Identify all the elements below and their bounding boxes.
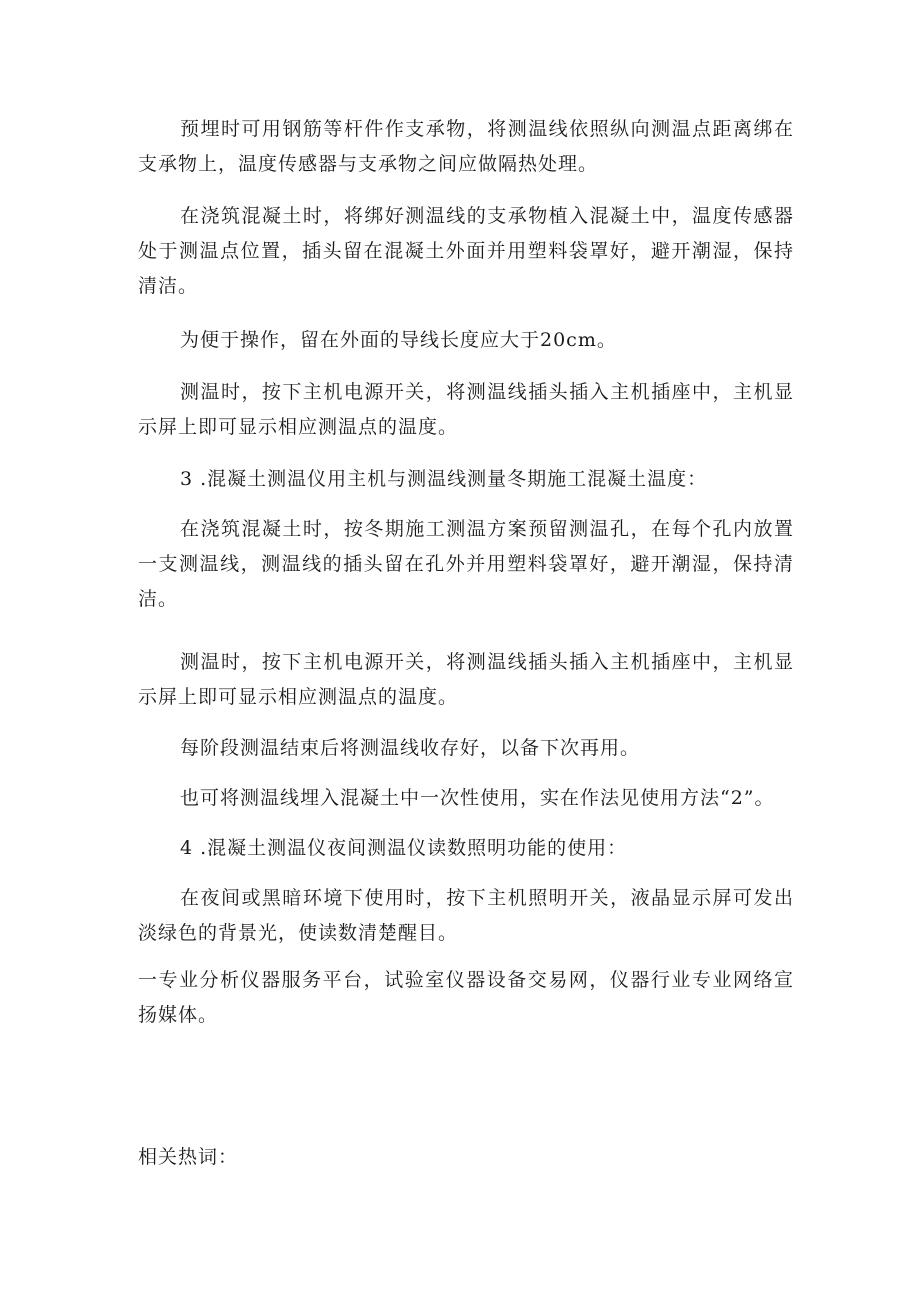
paragraph-night-light: 在夜间或黑暗环境下使用时，按下主机照明开关，液晶显示屏可发出淡绿色的背景光，使读数清楚醒目。 (138, 887, 794, 944)
paragraph-winter-holes: 在浇筑混凝土时，按冬期施工测温方案预留测温孔，在每个孔内放置一支测温线，测温线的插头留在孔外并用塑料袋罩好，避开潮湿，保持清洁。 (138, 518, 794, 610)
paragraph-platform-note: 一专业分析仪器服务平台，试验室仪器设备交易网，仪器行业专业网络宣扬媒体。 (138, 969, 794, 1026)
section-heading-3: 3 .混凝土测温仪用主机与测温线测量冬期施工混凝土温度： (180, 468, 708, 490)
paragraph-wire-length: 为便于操作，留在外面的导线长度应大于20cm。 (180, 329, 617, 351)
section-heading-4: 4 .混凝土测温仪夜间测温仪读数照明功能的使用： (180, 837, 628, 859)
paragraph-measure-display: 测温时，按下主机电源开关，将测温线插头插入主机插座中，主机显示屏上即可显示相应测温点的温度。 (138, 381, 794, 438)
paragraph-support-prep: 预埋时可用钢筋等杆件作支承物，将测温线依照纵向测温点距离绑在支承物上，温度传感器与支承物之间应做隔热处理。 (138, 118, 794, 175)
paragraph-one-time-use: 也可将测温线埋入混凝土中一次性使用，实在作法见使用方法“2”。 (180, 787, 775, 809)
paragraph-measure-display-2: 测温时，按下主机电源开关，将测温线插头插入主机插座中，主机显示屏上即可显示相应测温点的温度。 (138, 651, 794, 708)
paragraph-store-wires: 每阶段测温结束后将测温线收存好，以备下次再用。 (180, 737, 641, 759)
related-keywords-label: 相关热词： (138, 1146, 239, 1168)
paragraph-pouring-insert: 在浇筑混凝土时，将绑好测温线的支承物植入混凝土中，温度传感器处于测温点位置，插头留在混凝土外面并用塑料袋罩好，避开潮湿，保持清洁。 (138, 205, 794, 297)
